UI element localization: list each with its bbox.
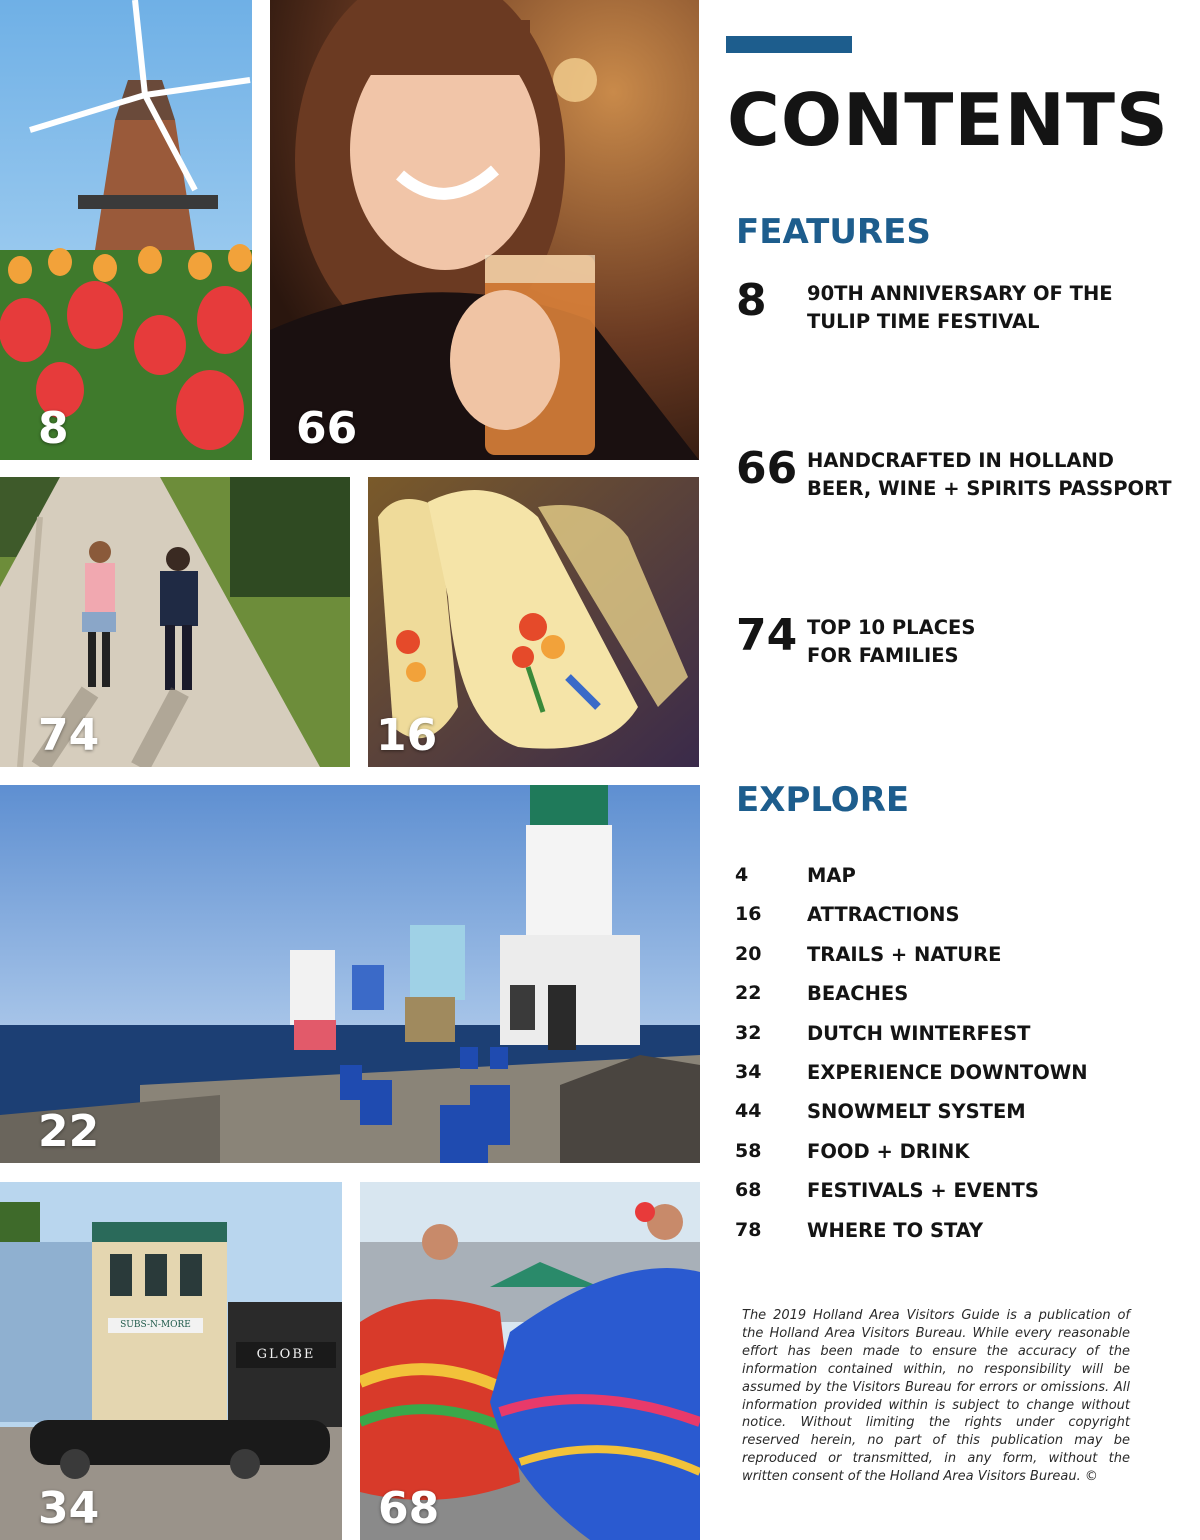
explore-page-number: 32 bbox=[735, 1021, 762, 1044]
explore-page-number: 58 bbox=[735, 1139, 762, 1162]
explore-page-number: 68 bbox=[735, 1179, 762, 1202]
photo-page-number: 66 bbox=[296, 403, 358, 454]
shop-sign-globe: GLOBE bbox=[256, 1347, 316, 1362]
feature-title-line: TOP 10 PLACES bbox=[807, 616, 976, 639]
explore-page-number: 16 bbox=[735, 903, 762, 926]
explore-page-number: 78 bbox=[735, 1218, 762, 1241]
explore-heading: EXPLORE bbox=[736, 780, 910, 820]
explore-page-number: 20 bbox=[735, 942, 762, 965]
photo-wooden-shoes[interactable] bbox=[368, 477, 699, 767]
feature-title bbox=[807, 280, 1177, 336]
explore-label: BEACHES bbox=[807, 982, 909, 1006]
feature-title bbox=[807, 614, 1177, 670]
feature-title-line: FOR FAMILIES bbox=[807, 644, 959, 667]
photo-page-number: 22 bbox=[38, 1106, 100, 1157]
explore-label: EXPERIENCE DOWNTOWN bbox=[807, 1060, 1088, 1084]
photo-windmill-tulips[interactable] bbox=[0, 0, 252, 460]
explore-item[interactable] bbox=[735, 982, 1175, 1021]
explore-item[interactable] bbox=[735, 1140, 1175, 1179]
explore-item[interactable] bbox=[735, 864, 1175, 903]
explore-label: TRAILS + NATURE bbox=[807, 942, 1002, 966]
accent-bar bbox=[726, 36, 852, 53]
explore-label: FESTIVALS + EVENTS bbox=[807, 1179, 1039, 1203]
explore-list bbox=[735, 864, 1175, 1258]
feature-title-line: 90TH ANNIVERSARY OF THE bbox=[807, 282, 1113, 305]
explore-label: WHERE TO STAY bbox=[807, 1218, 984, 1242]
windmill-tulips-image bbox=[0, 0, 252, 460]
explore-label: ATTRACTIONS bbox=[807, 903, 960, 927]
feature-title-line: BEER, WINE + SPIRITS PASSPORT bbox=[807, 477, 1172, 500]
explore-page-number: 44 bbox=[735, 1100, 762, 1123]
feature-page-number: 8 bbox=[736, 275, 767, 326]
explore-page-number: 4 bbox=[735, 864, 749, 886]
photo-page-number: 8 bbox=[38, 403, 69, 454]
photo-page-number: 34 bbox=[38, 1483, 100, 1534]
explore-item[interactable] bbox=[735, 903, 1175, 942]
photo-woman-beer[interactable] bbox=[270, 0, 699, 460]
explore-label: DUTCH WINTERFEST bbox=[807, 1021, 1031, 1045]
photo-children-path[interactable] bbox=[0, 477, 350, 767]
photo-page-number: 16 bbox=[376, 710, 438, 761]
woman-beer-image bbox=[270, 0, 699, 460]
page-title: CONTENTS bbox=[727, 78, 1169, 162]
feature-title-line: HANDCRAFTED IN HOLLAND bbox=[807, 449, 1114, 472]
disclaimer-text: The 2019 Holland Area Visitors Guide is a publication of the Holland Area Visitors Bureau. While every reasonable effort has been made to ensure the accuracy of the information contained within, no responsibility will be assumed by the Visitors Bureau for errors or omissions. All information provided within is subject to change without notice. Without limiting the rights under copyright reserved herein, no part of this publication may be reproduced or transmitted, in any form, without the written consent of the Holland Area Visitors Bureau. © bbox=[742, 1308, 1130, 1485]
explore-item[interactable] bbox=[735, 1179, 1175, 1218]
explore-page-number: 34 bbox=[735, 1060, 762, 1083]
feature-title bbox=[807, 447, 1177, 503]
pier-lighthouse-image bbox=[0, 785, 700, 1163]
explore-item[interactable] bbox=[735, 1100, 1175, 1139]
features-heading: FEATURES bbox=[736, 212, 931, 252]
explore-page-number: 22 bbox=[735, 982, 762, 1005]
explore-label: SNOWMELT SYSTEM bbox=[807, 1100, 1026, 1124]
photo-folk-dancers[interactable] bbox=[360, 1182, 700, 1540]
shop-sign-subs: SUBS-N-MORE bbox=[120, 1320, 191, 1330]
feature-page-number: 66 bbox=[736, 443, 798, 494]
photo-pier-lighthouse[interactable] bbox=[0, 785, 700, 1163]
feature-title-line: TULIP TIME FESTIVAL bbox=[807, 310, 1040, 333]
explore-label: MAP bbox=[807, 864, 856, 887]
photo-page-number: 68 bbox=[378, 1483, 440, 1534]
photo-page-number: 74 bbox=[38, 710, 100, 761]
explore-item[interactable] bbox=[735, 1061, 1175, 1100]
explore-label: FOOD + DRINK bbox=[807, 1139, 970, 1163]
photo-downtown[interactable] bbox=[0, 1182, 342, 1540]
explore-item[interactable] bbox=[735, 943, 1175, 982]
explore-item[interactable] bbox=[735, 1219, 1175, 1258]
feature-page-number: 74 bbox=[736, 610, 798, 661]
explore-item[interactable] bbox=[735, 1022, 1175, 1061]
